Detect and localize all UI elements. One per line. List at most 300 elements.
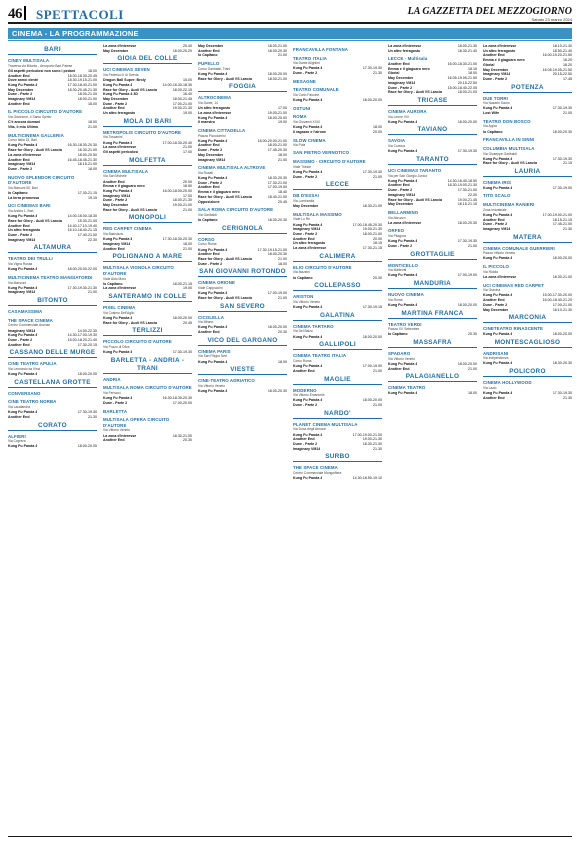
showtimes: 20.30 bbox=[278, 330, 287, 335]
film-title: Imaginary VM14 bbox=[8, 162, 36, 167]
film-title: Imaginary VM14 bbox=[8, 290, 36, 295]
film-row bbox=[198, 77, 287, 82]
film-row bbox=[103, 401, 192, 406]
showtimes: 17.30-19.30 bbox=[172, 350, 192, 355]
cinema-name: THE SPACE CINEMA bbox=[293, 465, 338, 471]
showtimes: 16.30-18.30-20.30 bbox=[162, 396, 192, 401]
issue-date: Sabato 23 marzo 2024 bbox=[531, 17, 572, 22]
film-title: Kung Fu Panda 4 bbox=[483, 106, 513, 111]
bottom-rule bbox=[8, 836, 572, 837]
showtimes: 19.00 bbox=[278, 120, 287, 125]
film-title: Imaginary VM14 bbox=[103, 193, 131, 198]
film-title: La terra promessa bbox=[8, 195, 40, 200]
page-number: 46 bbox=[8, 6, 28, 23]
film-title: Un altro ferragosto bbox=[293, 241, 326, 246]
showtimes: 21.30 bbox=[563, 226, 572, 231]
showtimes: 18.00-20.00 bbox=[267, 325, 287, 330]
cinema-name: CASAMASSIMA bbox=[8, 309, 43, 315]
cinema-address: Via Manzoni bbox=[8, 280, 27, 285]
film-row bbox=[103, 150, 192, 155]
film-title: Kung Fu Panda 4 bbox=[198, 138, 228, 143]
film-title: Kung Fu Panda 4 bbox=[483, 212, 513, 217]
showtimes: 18.30-21.00 bbox=[552, 274, 572, 279]
showtimes: 21.30 bbox=[373, 71, 382, 76]
film-title: Imaginary VM14 bbox=[293, 227, 321, 232]
showtimes: 17.45-21.00 bbox=[552, 222, 572, 227]
film-title: Opposizione bbox=[198, 199, 220, 204]
showtimes: 18.00-20.30 bbox=[552, 129, 572, 134]
showtimes: 14.30-16.40-18.50 bbox=[447, 178, 477, 183]
showtimes: 20.40 bbox=[183, 44, 192, 48]
film-row bbox=[103, 286, 192, 291]
cinema-address: Corso Roma bbox=[293, 358, 312, 363]
city-heading: CALIMERA bbox=[293, 253, 382, 262]
film-title: Io Capitano bbox=[293, 275, 313, 280]
showtimes: 18.00-20.00 bbox=[77, 372, 97, 377]
film-title: Dune - Parte 2 bbox=[8, 92, 33, 97]
film-row bbox=[483, 111, 572, 116]
film-row bbox=[198, 262, 287, 267]
city-heading: PALAGIANELLO bbox=[388, 373, 477, 382]
city-heading: POLICORO bbox=[483, 368, 572, 377]
film-title: Kung Fu Panda 4 bbox=[103, 188, 133, 193]
section-banner: CINEMA - LA PROGRAMMAZIONE bbox=[8, 28, 572, 39]
city-heading: CASTELLANA GROTTE bbox=[8, 379, 97, 388]
showtimes: 18.00 bbox=[468, 390, 477, 395]
film-title: Dune - Parte 2 bbox=[293, 174, 318, 179]
cinema-address: Viale Aldo Moro bbox=[103, 276, 127, 281]
cinema-name: TEATRO DON BOSCO bbox=[483, 118, 531, 124]
showtimes: 18.00-20.00-21.00 bbox=[257, 138, 287, 143]
cinema-name: BARLETTA bbox=[103, 408, 128, 414]
showtimes: 17.30-19.30 bbox=[457, 239, 477, 244]
film-title: Another End bbox=[293, 368, 315, 373]
cinema-address: Via per San Giorgio Jonico bbox=[388, 173, 428, 178]
showtimes: 18.00-21.30 bbox=[172, 198, 192, 203]
cinema-name: CINEMA TEATRO ITALIA bbox=[293, 353, 347, 359]
film-title: Kung Fu Panda 4 bbox=[293, 432, 323, 437]
city-heading: GROTTAGLIE bbox=[388, 251, 477, 260]
city-heading: TRICASE bbox=[388, 97, 477, 106]
showtimes: 18.00-20.30 bbox=[267, 252, 287, 257]
cinema-address: Via Del Balzo bbox=[293, 329, 313, 334]
cinema-name: ANDRISANI bbox=[483, 350, 509, 356]
cinema-address: Via Nazario Sauro bbox=[483, 101, 510, 106]
film-row bbox=[483, 361, 572, 366]
listings-columns bbox=[8, 44, 572, 834]
showtimes: 21.30 bbox=[373, 446, 382, 451]
film-row bbox=[198, 360, 287, 365]
city-heading: TARANTO bbox=[388, 156, 477, 165]
cinema-address: Via Lazio bbox=[483, 385, 497, 390]
city-heading: VICO DEL GARGANO bbox=[198, 337, 287, 346]
showtimes: 16.00-18.40-21.20 bbox=[542, 298, 572, 303]
cinema-address: Via Lombardia bbox=[293, 198, 315, 203]
city-heading: MARCONIA bbox=[483, 314, 572, 323]
cinema-name: UCI CINEMAS RED CARPET bbox=[483, 282, 544, 288]
film-title: Kung Fu Panda 4 bbox=[198, 176, 228, 181]
film-title: Race for Glory - Audi VS Lancia bbox=[388, 90, 442, 95]
showtimes: 17.00-21.00 bbox=[552, 302, 572, 307]
showtimes: 19.15 bbox=[88, 195, 97, 200]
cinema-address: Via Carlo Falcone bbox=[293, 92, 320, 97]
film-title: Another End bbox=[483, 298, 505, 303]
city-heading: SURBO bbox=[293, 453, 382, 462]
film-title: Dove annoi dentri bbox=[8, 78, 39, 83]
film-title: May December bbox=[198, 44, 224, 48]
showtimes: 18.00-20.00 bbox=[362, 98, 382, 103]
film-title: Kung Fu Panda 4 bbox=[293, 125, 323, 130]
film-title: Vita, il mio Ultimo bbox=[8, 124, 39, 129]
showtimes: 18.00-20.00 bbox=[457, 119, 477, 124]
cinema-name: SLOW CINEMA bbox=[293, 137, 326, 143]
city-heading: MONOPOLI bbox=[103, 214, 192, 223]
cinema-name: MESAGNE bbox=[293, 78, 316, 84]
film-row bbox=[103, 49, 192, 54]
film-title: Another End bbox=[198, 143, 220, 148]
film-title: Kung Fu Panda 4 bbox=[293, 398, 323, 403]
showtimes: 21.00 bbox=[278, 157, 287, 162]
film-title: May December bbox=[388, 202, 414, 207]
film-title: Un altro ferragosto bbox=[388, 48, 421, 53]
film-title: Race for Glory - Audi VS Lancia bbox=[388, 197, 442, 202]
showtimes: 17.00 bbox=[183, 150, 192, 155]
showtimes: 21.00 bbox=[278, 53, 287, 58]
cinema-address: Via Pozzo di Dilva bbox=[103, 344, 130, 349]
showtimes: 14.00-22.30 bbox=[77, 328, 97, 333]
cinema-name: BELLARMINO bbox=[388, 209, 419, 215]
showtimes: 21.00 bbox=[373, 403, 382, 407]
city-heading: COLLEPASSO bbox=[293, 282, 382, 291]
cinema-address: Piazza XX Settembre bbox=[388, 327, 420, 332]
cinema-name: PICCOLO CIRCUITO D'AUTORE bbox=[103, 339, 172, 345]
film-row bbox=[198, 200, 287, 205]
showtimes: 17.30-19.30 bbox=[552, 156, 572, 161]
cinema-address: Via Vittorio Veneto bbox=[103, 428, 131, 433]
film-title: Un altro ferragosto bbox=[103, 111, 136, 116]
city-heading: NARDO' bbox=[293, 410, 382, 419]
film-title: Kung Fu Panda 4 bbox=[483, 156, 513, 161]
showtimes: 17.00-19.00 bbox=[457, 273, 477, 278]
showtimes: 21.00 bbox=[278, 256, 287, 261]
film-title: Kung Fu Panda 4 bbox=[198, 389, 228, 394]
showtimes: 20.15-22.50 bbox=[552, 72, 572, 77]
city-heading: VIESTE bbox=[198, 366, 287, 375]
listings-column bbox=[483, 44, 572, 834]
film-title: La zona d'interesse bbox=[103, 286, 137, 291]
cinema-name: UCI CINEMAS TARANTO bbox=[388, 167, 442, 173]
showtimes: 22.30 bbox=[468, 192, 477, 197]
city-heading: POLIGNANO A MARE bbox=[103, 253, 192, 262]
film-row bbox=[293, 476, 382, 481]
film-title: Race for Glory - Audi VS Lancia bbox=[103, 87, 157, 92]
film-title: Dune - Parte 2 bbox=[198, 180, 223, 185]
film-title: Another End bbox=[198, 185, 220, 190]
showtimes: 18.00-20.00 bbox=[552, 256, 572, 261]
cinema-address: Viale Lo Re bbox=[293, 217, 310, 222]
film-title: Imaginary VM14 bbox=[8, 328, 36, 333]
cinema-name: PLANET CINEMA MULTISALA bbox=[293, 421, 358, 427]
film-title: Race for Glory - Audi VS Lancia bbox=[103, 320, 157, 325]
showtimes: 14.30-17.00-19.30 bbox=[67, 333, 97, 338]
cinema-name: TEATRO DEI TRULLI bbox=[8, 256, 53, 262]
film-row bbox=[388, 202, 477, 207]
showtimes: 16.00-18.30-21.00 bbox=[447, 62, 477, 66]
film-row bbox=[293, 246, 382, 251]
film-title: Another End bbox=[103, 246, 125, 251]
cinema-name: TEATRO ITALIA bbox=[293, 55, 328, 61]
film-title: Io Capitano bbox=[198, 218, 218, 223]
film-title: Kung Fu Panda 4 bbox=[483, 331, 513, 336]
film-title: Race for Glory - Audi VS Lancia bbox=[483, 161, 537, 166]
cinema-name: FRANCAVILLA FONTANA bbox=[293, 47, 348, 52]
showtimes: 18.00-20.00 bbox=[362, 398, 382, 403]
cinema-name: CINEMA TARTARO bbox=[293, 323, 334, 329]
film-title: Dune - Parte 2 bbox=[388, 85, 413, 90]
film-row bbox=[388, 303, 477, 308]
film-title: Kung Fu Panda 4 bbox=[8, 444, 38, 449]
film-row bbox=[388, 120, 477, 125]
cinema-address: Viale Trieste bbox=[293, 164, 312, 169]
film-title: Race for Glory - Audi VS Lancia bbox=[8, 148, 62, 153]
showtimes: 21.00 bbox=[373, 368, 382, 373]
showtimes: 18.00 bbox=[88, 120, 97, 125]
showtimes: 17.30-18.30-20.30 bbox=[162, 237, 192, 242]
showtimes: 21.30 bbox=[88, 414, 97, 419]
city-heading: MASSAFRA bbox=[388, 339, 477, 348]
showtimes: 17.45-20.30 bbox=[267, 148, 287, 153]
cinema-name: ELIO CIRCUITO D'AUTORE bbox=[293, 264, 352, 270]
film-title: Another End bbox=[388, 366, 410, 371]
film-title: Dune - Parte 2 bbox=[483, 222, 508, 227]
cinema-name: ALTROCINEMA bbox=[198, 95, 232, 101]
film-row bbox=[198, 120, 287, 125]
film-title: La zona d'interesse bbox=[483, 44, 517, 48]
showtimes: 19.00-21.45 bbox=[457, 197, 477, 202]
cinema-name: MULTICINEMA RANIERI bbox=[483, 202, 535, 208]
showtimes: 17.00-19.00-21.00 bbox=[542, 212, 572, 217]
film-row bbox=[8, 238, 97, 243]
cinema-name: CINEMA MULTISALA bbox=[103, 168, 149, 174]
showtimes: 17.30-20.15 bbox=[77, 342, 97, 347]
showtimes: 18.15-21.15 bbox=[552, 217, 572, 222]
showtimes: 21.00 bbox=[88, 124, 97, 129]
film-title: Another End bbox=[483, 53, 505, 58]
city-heading: FOGGIA bbox=[198, 83, 287, 92]
film-row bbox=[293, 335, 382, 340]
cinema-address: Via Roma bbox=[388, 297, 403, 302]
showtimes: 17.30-19.30 bbox=[457, 149, 477, 154]
showtimes: 18.00-21.00 bbox=[267, 76, 287, 81]
film-title: Dune - Parte 2 bbox=[293, 403, 318, 407]
film-title: Gli aspetti pericolosi non sono i pedoni bbox=[8, 68, 76, 73]
showtimes: 18.30-21.30 bbox=[362, 441, 382, 446]
showtimes: 22.30 bbox=[88, 237, 97, 242]
film-title: La zona d'interesse bbox=[198, 110, 232, 115]
film-title: Another End bbox=[8, 223, 30, 228]
cinema-address: Via Giovanni XXIII bbox=[293, 120, 320, 125]
film-title: Another End bbox=[198, 252, 220, 257]
film-title: Dune - Parte 2 bbox=[8, 337, 33, 342]
cinema-name: ANDRIA bbox=[103, 376, 121, 382]
film-title: Another End bbox=[103, 106, 125, 111]
cinema-address: Via Garibaldi bbox=[198, 212, 217, 217]
film-title: Un altro ferragosto bbox=[198, 106, 231, 111]
film-title: Kung Fu Panda 4 bbox=[293, 305, 323, 310]
city-heading: SAN GIOVANNI ROTONDO bbox=[199, 268, 286, 276]
film-title: Dune - Parte 2 bbox=[103, 101, 128, 106]
showtimes: 16.05-19.05-21.50 bbox=[447, 76, 477, 81]
cinema-name: CINEMA COMUNALE GUERRIERI bbox=[483, 245, 555, 251]
cinema-address: Via Leone XIII bbox=[388, 114, 409, 119]
city-heading: SANTERAMO IN COLLE bbox=[103, 293, 192, 302]
film-row bbox=[8, 372, 97, 377]
film-title: Kung Fu Panda 4 bbox=[293, 98, 323, 103]
film-title: Kung Fu Panda 4 bbox=[103, 350, 133, 355]
film-title: May December bbox=[103, 97, 129, 102]
showtimes: 21.15 bbox=[563, 161, 572, 166]
film-row bbox=[293, 98, 382, 103]
showtimes: 16.30-21.00 bbox=[77, 148, 97, 153]
cinema-address: Via Matteotti bbox=[388, 268, 407, 273]
film-title: Kung Fu Panda 4 bbox=[8, 267, 38, 272]
showtimes: 18.30-20.30 bbox=[267, 176, 287, 181]
showtimes: 18.50-21.40 bbox=[552, 48, 572, 53]
showtimes: 17.30-19.30-21.30 bbox=[67, 285, 97, 290]
showtimes: 18.00-21.00 bbox=[267, 44, 287, 48]
cinema-name: CINEMA AURORA bbox=[388, 108, 427, 114]
film-title: Imaginary VM14 bbox=[103, 241, 131, 246]
showtimes: 17.30-18.40-21.00 bbox=[67, 82, 97, 87]
cinema-address: Via Bainsizza bbox=[103, 232, 123, 237]
showtimes: 17.30-19.30 bbox=[552, 390, 572, 395]
showtimes: 17.00-19.00-21.00 bbox=[352, 432, 382, 437]
film-title: Race for Glory - Audi VS Lancia bbox=[198, 76, 252, 81]
film-row bbox=[388, 90, 477, 95]
showtimes: 18.00 bbox=[373, 125, 382, 130]
film-row bbox=[293, 204, 382, 209]
film-title: Gloria! bbox=[483, 62, 495, 67]
showtimes: 17.00-20.00 bbox=[172, 400, 192, 405]
showtimes: 17.00-19.00 bbox=[267, 185, 287, 190]
showtimes: 17.00-19.00 bbox=[267, 291, 287, 296]
showtimes: 18.00-21.00 bbox=[77, 92, 97, 97]
cinema-address: Via Cosimo Dell'Aglio bbox=[103, 310, 135, 315]
cinema-address: Via Giannone, 4 Santo Spirito bbox=[8, 115, 52, 120]
film-row bbox=[483, 186, 572, 191]
page-header bbox=[8, 6, 572, 24]
cinema-name: UCI CINEMAS BARI bbox=[8, 203, 51, 209]
film-title: Race for Glory - Audi VS Lancia bbox=[8, 218, 62, 223]
showtimes: 17.45 bbox=[563, 76, 572, 81]
film-title: Kung Fu Panda 4 bbox=[388, 302, 418, 307]
showtimes: 18.00-20.20 bbox=[172, 48, 192, 53]
city-heading: LAURIA bbox=[483, 168, 572, 177]
showtimes: 20.45 bbox=[278, 199, 287, 204]
film-title: Dune - Parte 2 bbox=[293, 231, 318, 236]
showtimes: 17.00-21.00 bbox=[172, 101, 192, 106]
film-title: Kung Fu Panda 4 bbox=[198, 115, 228, 120]
showtimes: 18.15-21.15 bbox=[457, 202, 477, 207]
film-title: La zona d'interesse bbox=[388, 220, 422, 225]
cinema-address: Via Marconi 50, Bari bbox=[8, 185, 38, 190]
film-row bbox=[293, 175, 382, 180]
film-row bbox=[293, 305, 382, 310]
city-heading: MOLA DI BARI bbox=[103, 118, 192, 127]
showtimes: 17.30-19.30 bbox=[362, 169, 382, 174]
showtimes: 18.15 bbox=[468, 66, 477, 71]
showtimes: 21.00 bbox=[373, 174, 382, 179]
film-title: Kung Fu Panda 4 bbox=[483, 185, 513, 190]
showtimes: 18.30-19.15-21.00 bbox=[67, 78, 97, 83]
film-title: Il maestro bbox=[198, 120, 215, 125]
film-row bbox=[103, 208, 192, 213]
showtimes: 20.15-22.50 bbox=[457, 80, 477, 85]
cinema-address: Piazza Piccolomini bbox=[198, 133, 226, 138]
film-title: Un altro ferragosto bbox=[8, 228, 41, 233]
film-title: Kung Fu Panda 4 bbox=[8, 333, 38, 338]
masthead: LA GAZZETTA DEL MEZZOGIORNO bbox=[407, 6, 572, 17]
cinema-address: Viale Cappuccini bbox=[198, 285, 223, 290]
cinema-name: CINEMA PARIS bbox=[198, 348, 231, 354]
showtimes: 18.00-20.00 bbox=[362, 334, 382, 339]
showtimes: 18.00-20.00 bbox=[267, 71, 287, 76]
film-title: May December bbox=[483, 67, 509, 72]
film-title: Kung Fu Panda 4 bbox=[293, 222, 323, 227]
showtimes: 20.30 bbox=[468, 332, 477, 337]
showtimes: 15.00 bbox=[183, 78, 192, 83]
showtimes: 18.00-18.30-20.45 bbox=[67, 73, 97, 78]
showtimes: 18.00 bbox=[183, 241, 192, 246]
showtimes: 17.30-21.00 bbox=[267, 180, 287, 185]
cinema-name: NUOVO CINEMA bbox=[388, 292, 424, 298]
film-title: Imaginary VM14 bbox=[483, 72, 511, 77]
cinema-address: Via Pitagora bbox=[388, 234, 406, 239]
film-title: May December bbox=[8, 87, 34, 92]
cinema-address: Zona Industriale bbox=[483, 207, 507, 212]
city-heading: CERIGNOLA bbox=[198, 225, 287, 234]
film-row bbox=[388, 244, 477, 249]
film-title: Kung Fu Panda 4 bbox=[103, 82, 133, 87]
film-title: Dune - Parte 2 bbox=[103, 198, 128, 203]
film-title: Another End bbox=[293, 236, 315, 241]
showtimes: 18.00 bbox=[278, 152, 287, 157]
film-title: Dune - Parte 2 bbox=[483, 76, 508, 81]
showtimes: 18.00-21.45 bbox=[172, 97, 192, 102]
showtimes: 18.00-20.00 bbox=[172, 315, 192, 320]
showtimes: 16.30-18.30-20.30 bbox=[67, 143, 97, 148]
film-row bbox=[8, 196, 97, 201]
showtimes: 15.00-17.30-20.00 bbox=[542, 293, 572, 298]
cinema-address: Centro Commerciale Auchan bbox=[8, 323, 51, 328]
film-title: Emma e il giaguaro nero bbox=[483, 58, 525, 63]
showtimes: 16.20 bbox=[563, 58, 572, 63]
city-heading: GIOIA DEL COLLE bbox=[103, 55, 192, 64]
film-row bbox=[198, 389, 287, 394]
film-title: Imaginary VM14 bbox=[8, 97, 36, 102]
film-title: Race for Glory - Audi VS Lancia bbox=[198, 194, 252, 199]
film-title: Kung Fu Panda 4 bbox=[483, 256, 513, 261]
film-title: Another End bbox=[8, 101, 30, 106]
film-title: Kung Fu Panda 4 bbox=[388, 178, 418, 183]
cinema-address: Via Mazzini bbox=[293, 270, 310, 275]
film-title: Kung Fu Panda 4 bbox=[293, 476, 323, 481]
cinema-name: SAVOIA bbox=[388, 138, 406, 144]
film-title: Kung Fu Panda 4 bbox=[8, 285, 38, 290]
city-heading: SAN SEVERO bbox=[198, 303, 287, 312]
cinema-name: CINEMA MULTISALA ALTROVE bbox=[198, 165, 266, 171]
cinema-name: CINEMA HOLLYWOOD bbox=[483, 380, 532, 386]
